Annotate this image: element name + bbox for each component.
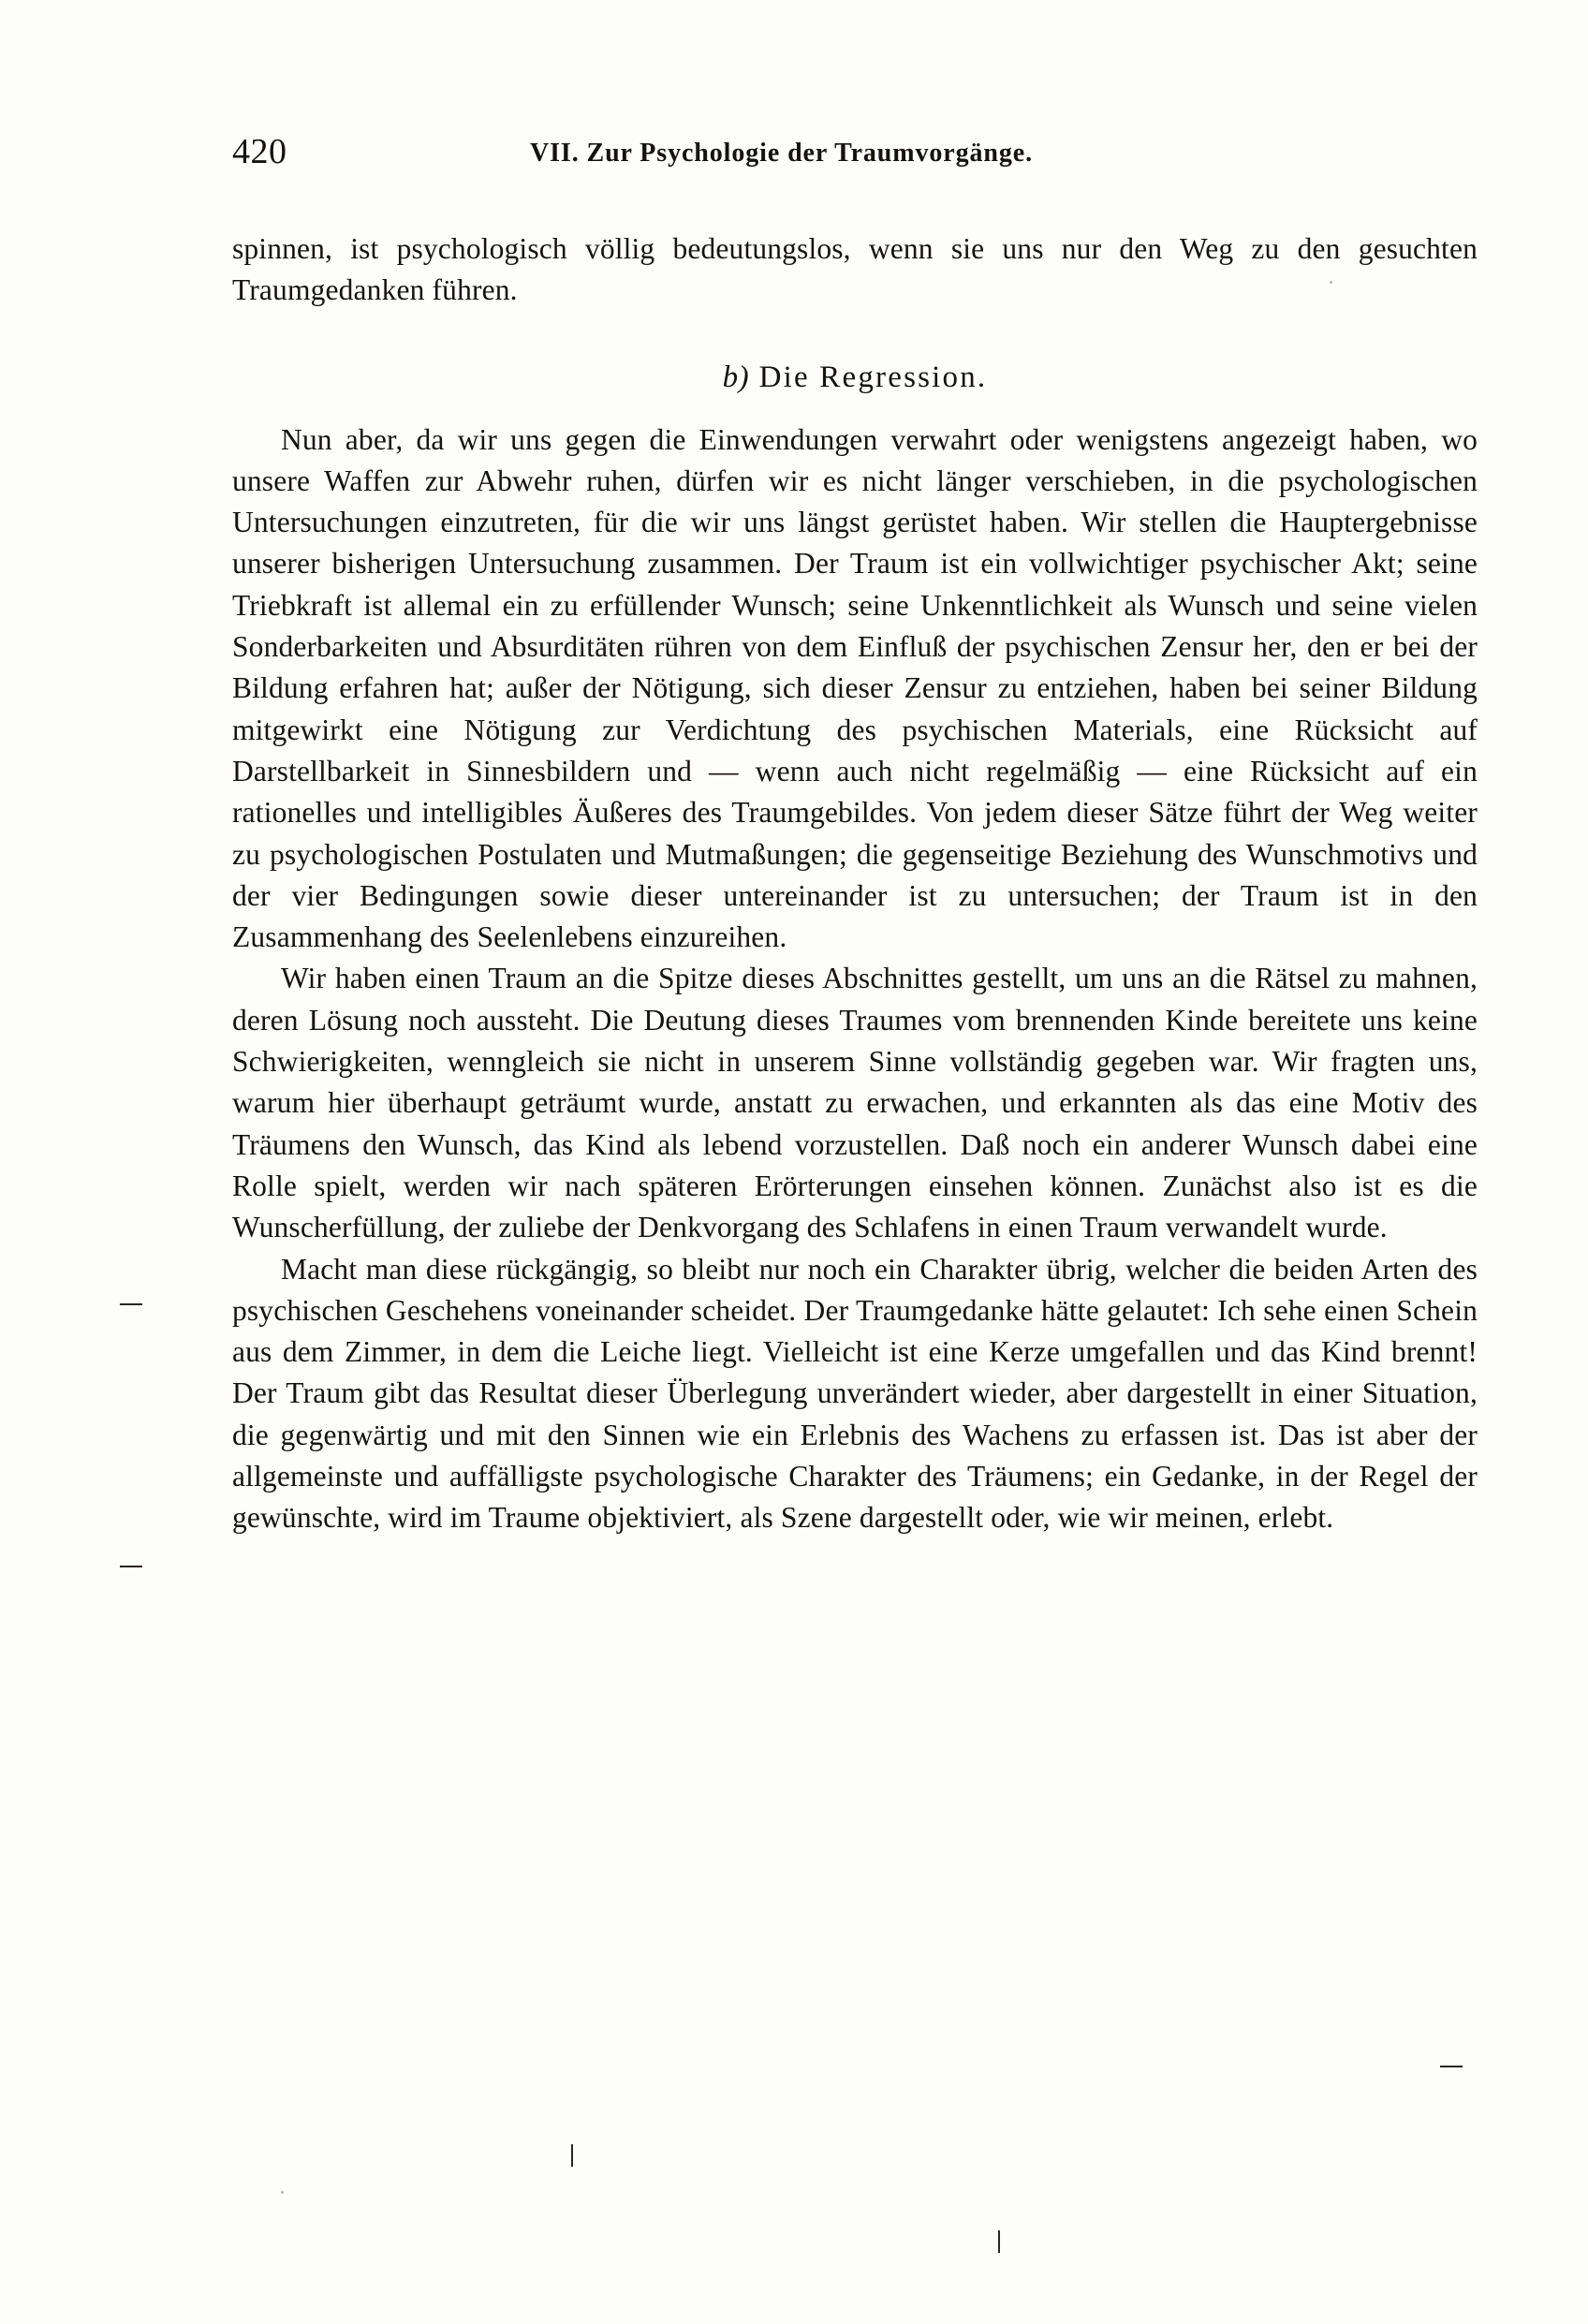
- paragraph-2: Wir haben einen Traum an die Spitze dieses Abschnittes gestellt, um uns an die Rätsel zu mahnen, deren Lösung noch aussteht. Die Deutung dieses Traumes vom brennenden Kinde bereitete uns keine Schwierigkeiten, wenngleich sie nicht in unserem Sinne vollständig gegeben war. Wir fragten uns, warum hier überhaupt geträumt wurde, anstatt zu erwachen, und erkannten als das eine Motiv des Träumens den Wunsch, das Kind als lebend vorzustellen. Daß noch ein anderer Wunsch dabei eine Rolle spielt, werden wir nach späteren Erörterungen einsehen können. Zunächst also ist es die Wunscherfüllung, der zuliebe der Denkvorgang des Schlafens in einen Traum verwandelt wurde.: [232, 962, 1478, 1244]
- running-head: VII. Zur Psychologie der Traumvorgänge.: [530, 139, 1034, 168]
- section-label: b): [722, 360, 750, 394]
- paragraph-continuation: spinnen, ist psychologisch völlig bedeutungslos, wenn sie uns nur den Weg zu den gesuchten Traumgedanken führen.: [232, 232, 1478, 307]
- margin-tick-right: [1440, 2066, 1463, 2067]
- paper-speck-1: [281, 2191, 284, 2194]
- text-column: [232, 131, 1478, 1539]
- margin-tick-left-upper: [120, 1303, 142, 1305]
- margin-tick-bottom-left: [571, 2144, 573, 2167]
- paragraph-3: Macht man diese rückgängig, so bleibt nur noch ein Charakter übrig, welcher die beiden Arten des psychischen Geschehens voneinander scheidet. Der Traumgedanke hätte gelautet: Ich sehe einen Schein aus dem Zimmer, in dem die Leiche liegt. Vielleicht ist eine Kerze umgefallen und das Kind brennt! Der Traum gibt das Resultat dieser Überlegung unverändert wieder, aber dargestellt in einer Situation, die gegenwärtig und mit den Sinnen wie ein Erlebnis des Wachens zu erfassen ist. Das ist aber der allgemeinste und auffälligste psychologische Charakter des Träumens; ein Gedanke, in der Regel der gewünschte, wird im Traume objektiviert, als Szene dargestellt oder, wie wir meinen, erlebt.: [232, 1252, 1478, 1535]
- page-header: [232, 131, 1478, 187]
- margin-tick-bottom-center: [998, 2230, 1000, 2253]
- paragraph-1: Nun aber, da wir uns gegen die Einwendungen verwahrt oder wenigstens angezeigt haben, wo unsere Waffen zur Abwehr ruhen, dürfen wir es nicht länger verschieben, in die psychologischen Untersuchungen einzutreten, für die wir uns längst gerüstet haben. Wir stellen die Hauptergebnisse unserer bisherigen Untersuchung zusammen. Der Traum ist ein vollwichtiger psychischer Akt; seine Triebkraft ist allemal ein zu erfüllender Wunsch; seine Unkenntlichkeit als Wunsch und seine vielen Sonderbarkeiten und Absurditäten rühren von dem Einfluß der psychischen Zensur her, den er bei der Bildung erfahren hat; außer der Nötigung, sich dieser Zensur zu entziehen, haben bei seiner Bildung mitgewirkt eine Nötigung zur Verdichtung des psychischen Materials, eine Rücksicht auf Darstellbarkeit in Sinnesbildern und — wenn auch nicht regelmäßig — eine Rücksicht auf ein rationelles und intelligibles Äußeres des Traumgebildes. Von jedem dieser Sätze führt der Weg weiter zu psychologischen Postulaten und Mutmaßungen; die gegenseitige Beziehung des Wunschmotivs und der vier Bedingungen sowie dieser untereinander ist zu untersuchen; der Traum ist in den Zusammenhang des Seelenlebens einzureihen.: [232, 422, 1478, 954]
- section-title-text: Die Regression.: [758, 360, 988, 394]
- section-heading: [232, 360, 1478, 395]
- page-number: 420: [232, 132, 287, 171]
- margin-tick-left-lower: [120, 1566, 142, 1567]
